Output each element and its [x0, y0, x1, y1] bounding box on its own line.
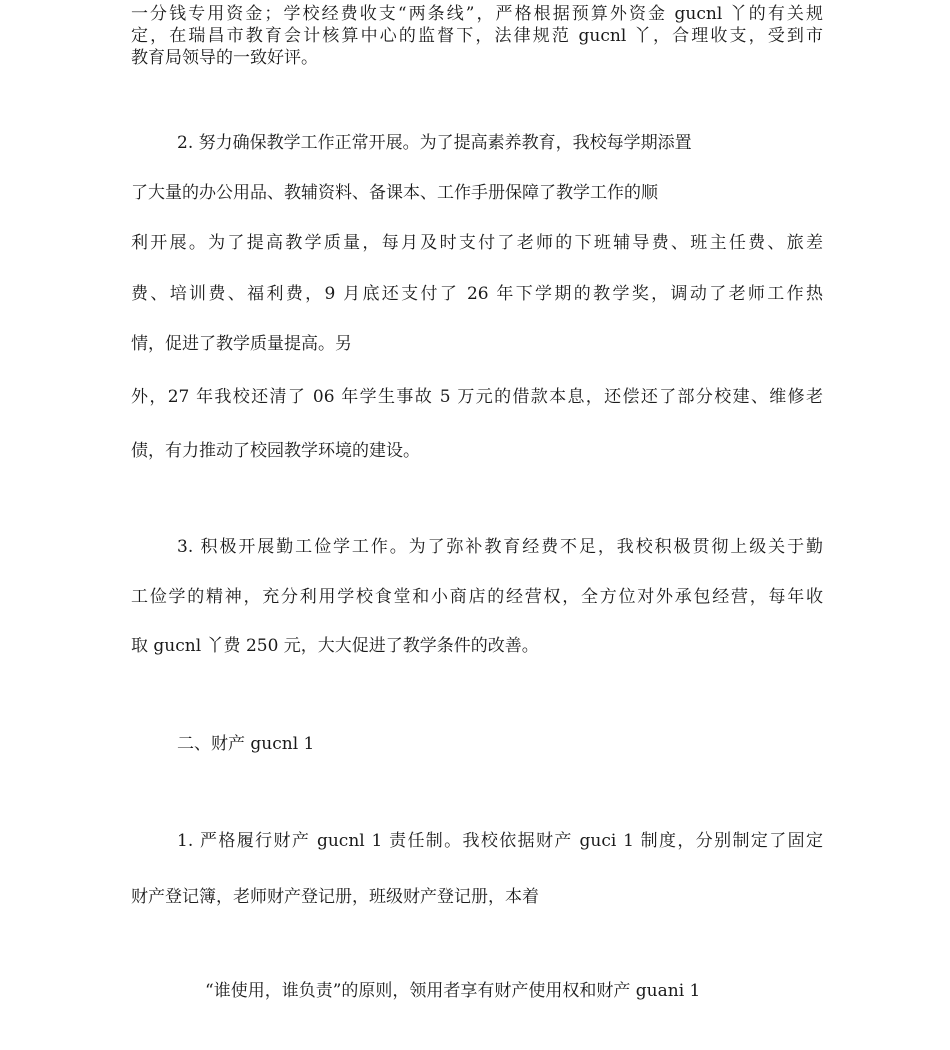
text-line: “谁使用，谁负责”的原则，领用者享有财产使用权和财产 guani 1	[205, 981, 701, 1001]
text-line: 情，促进了教学质量提高。另	[131, 334, 352, 354]
text-line: 2. 努力确保教学工作正常开展。为了提高素养教育，我校每学期添置	[177, 133, 692, 153]
text-line: 利开展。为了提高教学质量，每月及时支付了老师的下班辅导费、班主任费、旅差	[131, 233, 823, 253]
text-line: 费、培训费、福利费，9 月底还支付了 26 年下学期的教学奖，调动了老师工作热	[131, 284, 823, 304]
text-line: 1. 严格履行财产 gucnl 1 责任制。我校依据财产 guci 1 制度，分别制定了固定	[177, 831, 823, 851]
text-line: 债，有力推动了校园教学环境的建设。	[131, 441, 420, 461]
text-line: 取 gucnl 丫费 250 元，大大促进了教学条件的改善。	[131, 636, 539, 656]
text-line: 财产登记簿，老师财产登记册，班级财产登记册，本着	[131, 887, 539, 907]
section-heading: 二、财产 gucnl 1	[177, 734, 315, 754]
text-line: 教育局领导的一致好评。	[131, 48, 318, 68]
text-line: 工俭学的精神，充分利用学校食堂和小商店的经营权，全方位对外承包经营，每年收	[131, 587, 823, 607]
text-line: 3. 积极开展勤工俭学工作。为了弥补教育经费不足，我校积极贯彻上级关于勤	[177, 537, 823, 557]
text-line: 外，27 年我校还清了 06 年学生事故 5 万元的借款本息，还偿还了部分校建、维修老	[131, 387, 823, 407]
text-line: 了大量的办公用品、教辅资料、备课本、工作手册保障了教学工作的顺	[131, 183, 658, 203]
text-line: 一分钱专用资金；学校经费收支“两条线”，严格根据预算外资金 gucnl 丫的有关规	[131, 4, 823, 24]
text-line: 定，在瑞昌市教育会计核算中心的监督下，法律规范 gucnl 丫，合理收支，受到市	[131, 26, 823, 46]
